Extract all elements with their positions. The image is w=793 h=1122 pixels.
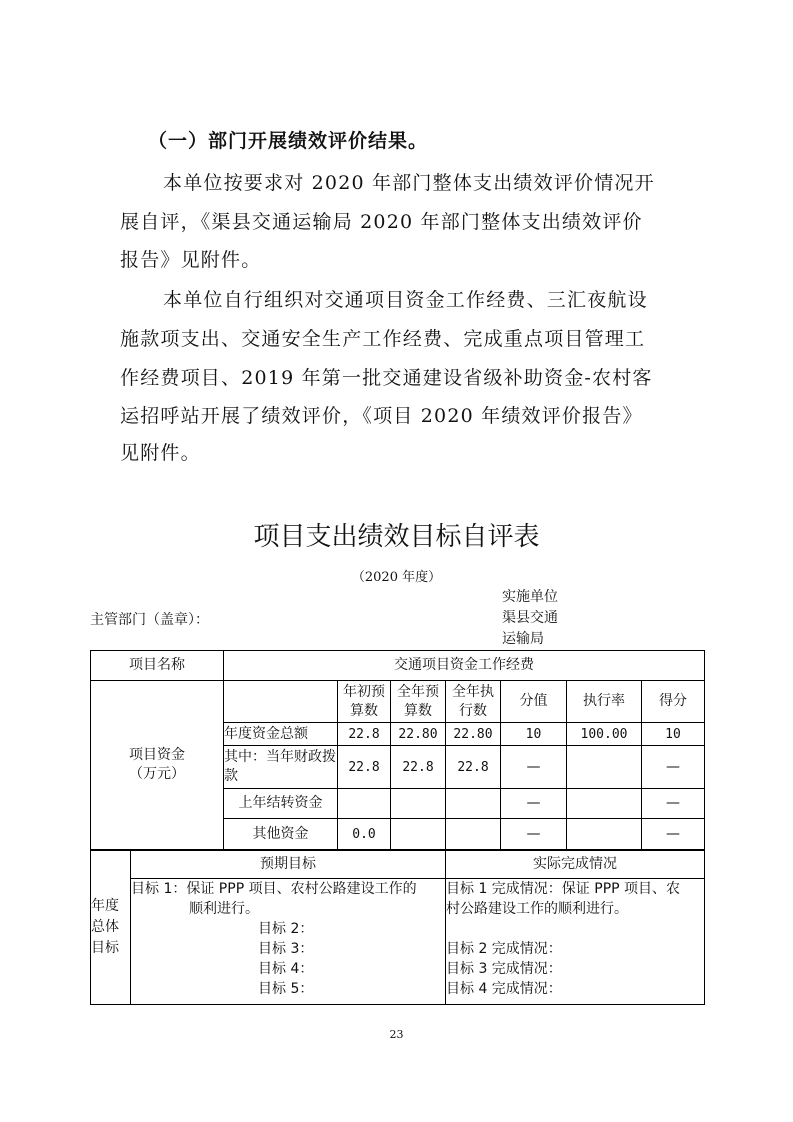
cell: [391, 789, 446, 819]
column-header: 全年预算数: [391, 681, 446, 723]
cell: [338, 789, 391, 819]
cell: [391, 819, 446, 850]
goal-line: 顺利进行。: [189, 901, 259, 917]
column-header: 全年执行数: [446, 681, 501, 723]
actual-results: [446, 879, 705, 1005]
cell: —: [642, 746, 705, 789]
unit-line: 渠县交通: [502, 610, 558, 626]
cell: 22.8: [338, 723, 391, 746]
goals-table: [90, 850, 705, 1005]
expected-goals: [131, 879, 446, 1005]
cell: —: [501, 789, 567, 819]
result-line: 目标 4 完成情况：: [446, 981, 562, 997]
column-header: 分值: [501, 681, 567, 723]
goal-line: 目标 4：: [258, 961, 314, 977]
funds-label: 项目资金 （万元）: [91, 681, 224, 850]
cell: —: [501, 746, 567, 789]
result-line: 目标 3 完成情况：: [446, 961, 562, 977]
row-label: 其他资金: [224, 819, 338, 850]
implementing-unit: [502, 587, 558, 650]
cell: 0.0: [338, 819, 391, 850]
cell: [446, 789, 501, 819]
row-label: 其中：当年财政拨款: [224, 746, 338, 789]
column-header: 执行率: [567, 681, 642, 723]
project-name-label: 项目名称: [91, 651, 224, 681]
blank-header: [224, 681, 338, 723]
cell: 22.8: [391, 746, 446, 789]
result-line: 村公路建设工作的顺利进行。: [446, 901, 628, 917]
paragraph-line: 运招呼站开展了绩效评价，《项目 2020 年绩效评价报告》: [120, 405, 643, 427]
actual-header: 实际完成情况: [446, 851, 705, 879]
page-number: 23: [389, 1028, 404, 1041]
paragraph-line: 本单位自行组织对交通项目资金工作经费、三汇夜航设: [163, 289, 648, 311]
unit-line: 运输局: [502, 631, 544, 647]
cell: —: [642, 789, 705, 819]
paragraph-line: 展自评，《渠县交通运输局 2020 年部门整体支出绩效评价: [120, 211, 643, 233]
cell: 22.8: [338, 746, 391, 789]
paragraph-line: 本单位按要求对 2020 年部门整体支出绩效评价情况开: [163, 172, 655, 194]
expected-header: 预期目标: [131, 851, 446, 879]
column-header: 年初预算数: [338, 681, 391, 723]
column-header: 得分: [642, 681, 705, 723]
row-label: 年度资金总额: [224, 723, 338, 746]
cell: [567, 746, 642, 789]
row-label: 上年结转资金: [224, 789, 338, 819]
goal-line: 目标 5：: [258, 981, 314, 997]
paragraph-line: 见附件。: [120, 442, 201, 464]
goal-line: 目标 2：: [258, 921, 314, 937]
dept-label: 主管部门（盖章）：: [90, 612, 209, 628]
cell: [567, 789, 642, 819]
section-heading: （一）部门开展绩效评价结果。: [148, 130, 429, 152]
cell: 22.80: [446, 723, 501, 746]
form-title: 项目支出绩效目标自评表: [253, 522, 540, 552]
paragraph-line: 作经费项目、2019 年第一批交通建设省级补助资金-农村客: [120, 367, 653, 389]
cell: —: [642, 819, 705, 850]
project-name: 交通项目资金工作经费: [224, 651, 705, 681]
paragraph-line: 施款项支出、交通安全生产工作经费、完成重点项目管理工: [120, 328, 646, 350]
goal-line: 目标 3：: [258, 941, 314, 957]
goal-section-label: 年度总体目标: [91, 851, 131, 1005]
goal-line: 目标 1：保证 PPP 项目、农村公路建设工作的: [131, 881, 417, 897]
cell: [446, 819, 501, 850]
cell: 22.8: [446, 746, 501, 789]
cell: 10: [501, 723, 567, 746]
cell: 10: [642, 723, 705, 746]
result-line: 目标 1 完成情况：保证 PPP 项目、农: [446, 881, 681, 897]
cell: [567, 819, 642, 850]
form-year: （2020 年度）: [351, 570, 442, 585]
cell: —: [501, 819, 567, 850]
result-line: 目标 2 完成情况：: [446, 941, 562, 957]
funds-table: [90, 650, 705, 850]
unit-line: 实施单位: [502, 589, 558, 605]
cell: 22.80: [391, 723, 446, 746]
paragraph-line: 报告》见附件。: [120, 249, 262, 271]
cell: 100.00: [567, 723, 642, 746]
